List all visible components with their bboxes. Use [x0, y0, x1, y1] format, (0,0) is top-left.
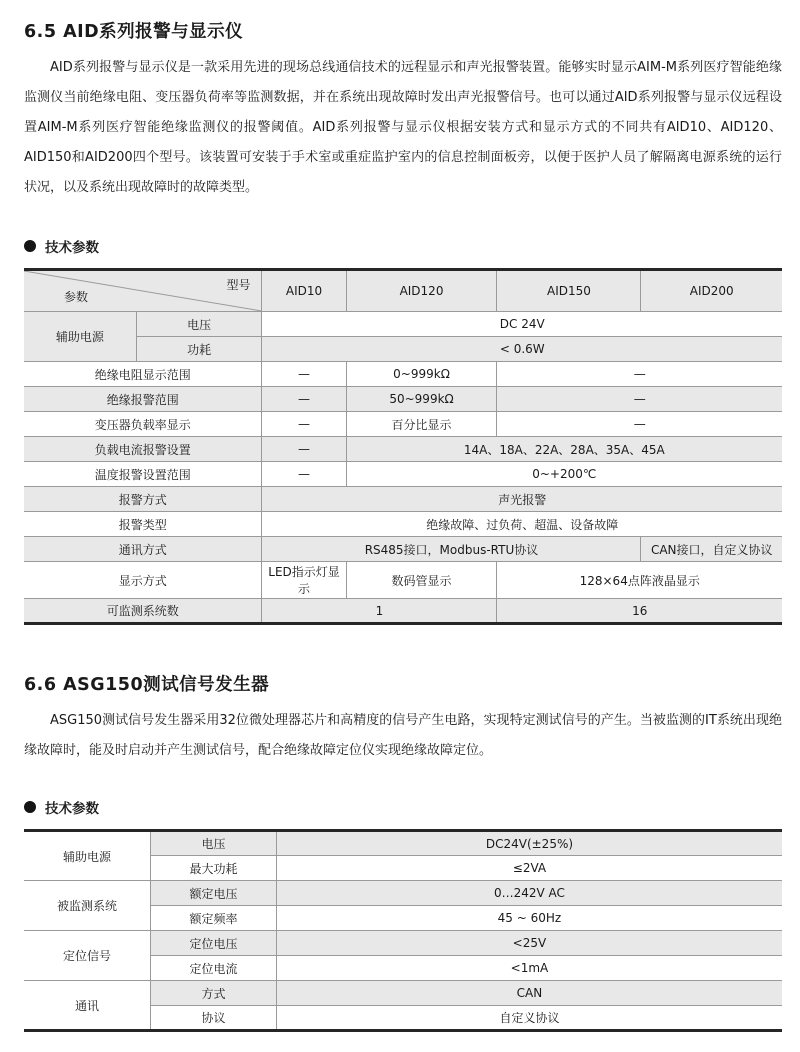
param-label-cell: 定位电流	[151, 956, 277, 981]
value-cell: —	[262, 362, 346, 387]
value-cell: 数码管显示	[346, 562, 497, 599]
value-cell: RS485接口，Modbus-RTU协议	[262, 537, 641, 562]
value-cell: DC 24V	[262, 312, 782, 337]
table-row	[24, 537, 782, 562]
asg150-params-table	[24, 829, 782, 1032]
param-label-cell: 绝缘报警范围	[24, 387, 262, 412]
corner-label-model: 型号	[226, 278, 251, 292]
value-cell: —	[262, 437, 346, 462]
model-header-aid120: AID120	[346, 270, 497, 312]
value-cell: 绝缘故障、过负荷、超温、设备故障	[262, 512, 782, 537]
group-label-cell: 定位信号	[24, 931, 151, 981]
value-cell: 14A、18A、22A、28A、35A、45A	[346, 437, 782, 462]
value-cell: 16	[497, 599, 782, 624]
section-6-6	[24, 671, 782, 1032]
value-cell: CAN	[276, 981, 782, 1006]
table-row	[24, 562, 782, 599]
value-cell: <1mA	[276, 956, 782, 981]
table-row	[24, 881, 782, 906]
table-row	[24, 362, 782, 387]
tech-params-label: 技术参数	[45, 240, 99, 256]
param-label-cell: 电压	[151, 831, 277, 856]
param-label-cell: 额定频率	[151, 906, 277, 931]
table-row	[24, 387, 782, 412]
tech-params-heading-1	[24, 236, 782, 256]
param-label-cell: 变压器负载率显示	[24, 412, 262, 437]
table-row	[24, 462, 782, 487]
param-label-cell: 功耗	[136, 337, 262, 362]
table-row	[24, 412, 782, 437]
group-label-cell: 通讯	[24, 981, 151, 1031]
table-row	[24, 487, 782, 512]
section-6-6-paragraph: ASG150测试信号发生器采用32位微处理器芯片和高精度的信号产生电路，实现特定测试信号的产生。当被监测的IT系统出现绝缘故障时，能及时启动并产生测试信号，配合绝缘故障定位仪实现绝缘故障定位。	[24, 713, 782, 758]
param-label-cell: 温度报警设置范围	[24, 462, 262, 487]
value-cell: —	[497, 362, 782, 387]
model-header-aid150: AID150	[497, 270, 641, 312]
value-cell: 128×64点阵液晶显示	[497, 562, 782, 599]
model-header-aid10: AID10	[262, 270, 346, 312]
value-cell: —	[497, 412, 782, 437]
table-row	[24, 981, 782, 1006]
param-label-cell: 最大功耗	[151, 856, 277, 881]
value-cell: —	[262, 387, 346, 412]
param-label-cell: 方式	[151, 981, 277, 1006]
param-label-cell: 通讯方式	[24, 537, 262, 562]
aid-series-params-table	[24, 268, 782, 625]
corner-label-param: 参数	[64, 290, 89, 304]
table-row	[24, 437, 782, 462]
value-cell: 1	[262, 599, 497, 624]
value-cell: 自定义协议	[276, 1006, 782, 1031]
table-row	[24, 599, 782, 624]
value-cell: < 0.6W	[262, 337, 782, 362]
value-cell: CAN接口，自定义协议	[641, 537, 782, 562]
value-cell: 声光报警	[262, 487, 782, 512]
value-cell: 0…242V AC	[276, 881, 782, 906]
tech-params-label: 技术参数	[45, 801, 99, 817]
param-label-cell: 定位电压	[151, 931, 277, 956]
model-header-aid200: AID200	[641, 270, 782, 312]
param-label-cell: 显示方式	[24, 562, 262, 599]
param-label-cell: 协议	[151, 1006, 277, 1031]
value-cell: —	[262, 462, 346, 487]
value-cell: 50~999kΩ	[346, 387, 497, 412]
param-label-cell: 电压	[136, 312, 262, 337]
section-6-6-title: 6.6 ASG150测试信号发生器	[24, 675, 270, 695]
param-label-cell: 报警方式	[24, 487, 262, 512]
value-cell: 百分比显示	[346, 412, 497, 437]
value-cell: DC24V(±25%)	[276, 831, 782, 856]
value-cell: —	[497, 387, 782, 412]
param-label-cell: 负载电流报警设置	[24, 437, 262, 462]
table-row	[24, 931, 782, 956]
value-cell: 45 ~ 60Hz	[276, 906, 782, 931]
bullet-icon	[24, 801, 36, 813]
bullet-icon	[24, 240, 36, 252]
table-row	[24, 337, 782, 362]
group-label-cell: 辅助电源	[24, 312, 136, 362]
table-row	[24, 312, 782, 337]
tech-params-heading-2	[24, 797, 782, 817]
value-cell: ≤2VA	[276, 856, 782, 881]
value-cell: 0~999kΩ	[346, 362, 497, 387]
section-6-5-paragraph: AID系列报警与显示仪是一款采用先进的现场总线通信技术的远程显示和声光报警装置。能够实时显示AIM-M系列医疗智能绝缘监测仪当前绝缘电阻、变压器负荷率等监测数据，并在系统出现故障时发出声光报警信号。也可以通过AID系列报警与显示仪远程设置AIM-M系列医疗智能绝缘监测仪的报警阈值。AID系列报警与显示仪根据安装方式和显示方式的不同共有AID10、AID120、AID150和AID200四个型号。该装置可安装于手术室或重症监护室内的信息控制面板旁，以便于医护人员了解隔离电源系统的运行状况，以及系统出现故障时的故障类型。	[24, 60, 782, 195]
section-6-5	[24, 18, 782, 625]
section-6-5-title: 6.5 AID系列报警与显示仪	[24, 22, 244, 42]
corner-header-cell	[24, 270, 262, 312]
value-cell: 0~+200℃	[346, 462, 782, 487]
value-cell: LED指示灯显示	[262, 562, 346, 599]
param-label-cell: 可监测系统数	[24, 599, 262, 624]
table-row	[24, 831, 782, 856]
table-row	[24, 512, 782, 537]
group-label-cell: 辅助电源	[24, 831, 151, 881]
param-label-cell: 报警类型	[24, 512, 262, 537]
group-label-cell: 被监测系统	[24, 881, 151, 931]
param-label-cell: 绝缘电阻显示范围	[24, 362, 262, 387]
param-label-cell: 额定电压	[151, 881, 277, 906]
table-header-row	[24, 270, 782, 312]
value-cell: <25V	[276, 931, 782, 956]
value-cell: —	[262, 412, 346, 437]
